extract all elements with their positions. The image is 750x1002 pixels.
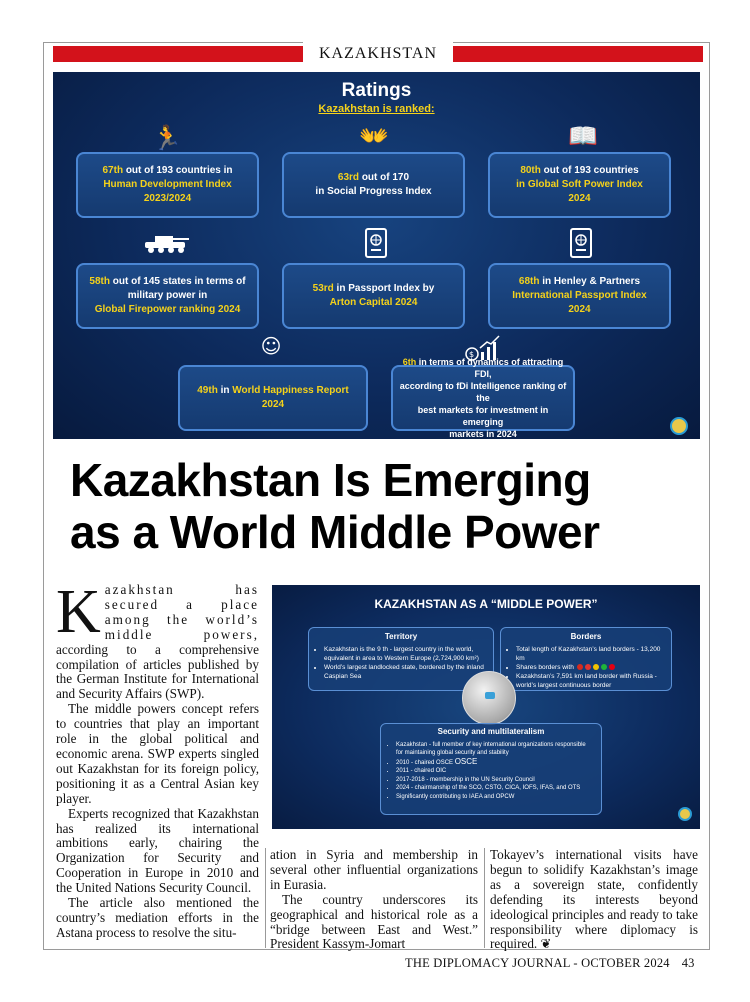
borders-box: Borders • Total length of Kazakhstan’s land borders - 13,200 km • Shares borders with • Kazakhstan’s 7,591 km land border with Russia - world’s largest continuous border [500,627,672,691]
headline-line-2: as a World Middle Power [70,506,600,558]
article-paragraph-5-cont: Tokayev’s international visits have begun to solidify Kazakhstan’s image as a sovereign state, confidently defending its interests beyond ideological principles and ready to take responsibility where diplomacy is required. ❦ [490,847,698,952]
middle-power-infographic [272,585,700,829]
global-book-icon: 📖 [568,122,598,150]
journal-name: THE DIPLOMACY JOURNAL - OCTOBER 2024 [405,956,670,970]
headline [70,454,700,558]
emblem-icon [670,417,688,435]
article-paragraph-3: Experts recognized that Kazakhstan has realized its international ambitions early, chairing the Organization for Security and Cooperation in Europe in 2010 and the United Nations Security Council. [56,805,259,896]
security-box: Security and multilateralism • Kazakhstan - full member of key international organizations responsible for maintaining global security and stability • 2010 - chaired OSCE OSCE • 2011 - chaired OIC • 2017-2018 - membership in the UN Security Council • 2024 - chairmanship of the SCO, CSTO, CICA, IOFS, IFAS, and OTS • Significantly contributing to IAEA and OPCW [380,723,602,815]
passport-icon [569,228,593,258]
drop-cap: K [56,578,101,646]
page-number: 43 [681,956,695,970]
rating-card-happiness: 49th in World Happiness Report 2024 [178,365,368,431]
article-paragraph-2: The middle powers concept refers to countries that play an important role in the global political and economic arena. SWP experts singled out Kazakhstan for its foreign policy, positioning it as a Central Asian key player. [56,701,259,806]
rating-card-fdi: 6th in terms of dynamics of attracting FDI, according to fDi Intelligence ranking of the best markets for investment in emerging markets in 2024 [391,365,575,431]
passport-icon [364,228,388,258]
flag-icon [577,664,583,670]
rating-card-henley: 68th in Henley & Partners International Passport Index 2024 [488,263,671,329]
end-mark-icon: ❦ [540,936,552,952]
article-column-2 [270,848,478,952]
happy-hand-icon: ☺ [260,334,282,358]
emblem-icon [678,807,692,821]
page-footer [405,956,710,971]
flag-icon [593,664,599,670]
flag-icon [601,664,607,670]
article-paragraph-5: The country underscores its geographical and historical role as a “bridge between East and West.” President Kassym-Jomart [270,891,478,952]
column-rule-2 [484,848,485,948]
rating-card-arton: 53rd in Passport Index by Arton Capital 2024 [282,263,465,329]
flag-icon [609,664,615,670]
rating-card-hdi: 67th out of 193 countries in Human Development Index 2023/2024 [76,152,259,218]
people-hands-icon: 👐 [359,122,389,150]
ratings-subtitle: Kazakhstan is ranked: [318,103,435,115]
article-paragraph-4-cont: ation in Syria and membership in several other influential organizations in Eurasia. [270,847,478,892]
rating-card-firepower: 58th out of 145 states in terms of military power in Global Firepower ranking 2024 [76,263,259,329]
article-column-1 [56,578,259,941]
column-rule-1 [265,848,266,948]
section-label: KAZAKHSTAN [303,42,453,66]
tank-icon [141,232,191,254]
territory-box: Territory • Kazakhstan is the 9 th - largest country in the world, equivalent in area to Western Europe (2,724,900 km²) • World’s largest landlocked state, bordered by the inland Caspian Sea [308,627,494,691]
headline-line-1: Kazakhstan Is Emerging [70,454,591,506]
globe-icon [462,671,516,725]
rating-card-spi: 63rd out of 170 in Social Progress Index [282,152,465,218]
flag-icon [585,664,591,670]
article-paragraph-1: Kazakhstan has secured a place among the world’s middle powers, according to a comprehensive compilation of articles published by the German Institute for International and Security Affairs (SWP). [56,578,259,702]
article-paragraph-4: The article also mentioned the country’s mediation efforts in the Astana process to resolve the situ- [56,895,259,940]
svg-text:$: $ [469,350,475,359]
middle-power-title: KAZAKHSTAN AS A “MIDDLE POWER” [374,597,598,611]
running-person-icon: 🏃 [152,124,182,152]
ratings-title: Ratings [341,80,412,101]
rating-card-soft-power: 80th out of 193 countries in Global Soft Power Index 2024 [488,152,671,218]
article-column-3 [490,848,698,952]
ratings-infographic [53,72,700,439]
